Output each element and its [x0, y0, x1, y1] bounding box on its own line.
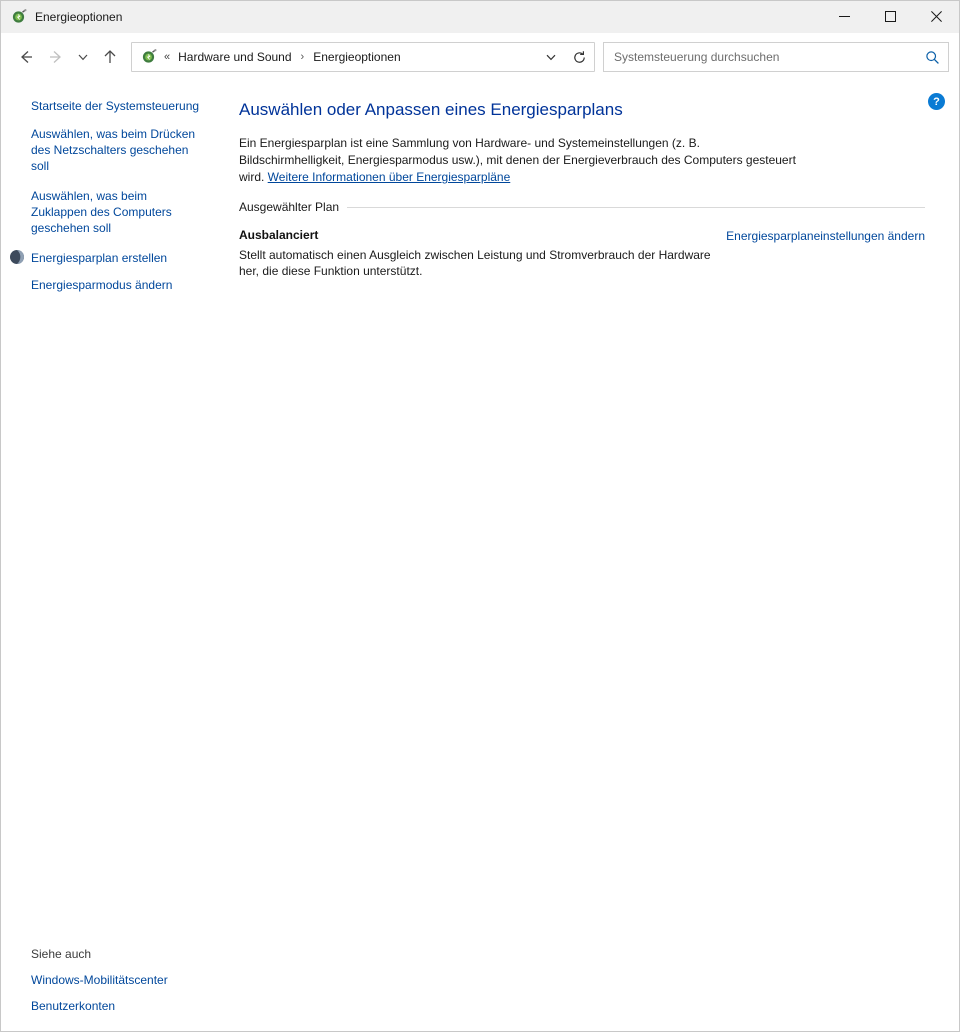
- sidebar-item-power-button-action[interactable]: Auswählen, was beim Drücken des Netzschalters geschehen soll: [31, 127, 196, 173]
- search-icon[interactable]: [916, 44, 948, 70]
- maximize-button[interactable]: [867, 1, 913, 32]
- more-info-link[interactable]: Weitere Informationen über Energiesparpläne: [267, 170, 511, 184]
- breadcrumb-overflow-icon[interactable]: «: [164, 51, 171, 63]
- main-pane: [213, 81, 959, 1031]
- plan-description: Stellt automatisch einen Ausgleich zwischen Leistung und Stromverbrauch der Hardware her, die diese Funktion unterstützt.: [239, 248, 711, 278]
- intro-paragraph: [239, 135, 805, 186]
- intro-text: Ein Energiesparplan ist eine Sammlung von Hardware- und Systemeinstellungen (z. B. Bildschirmhelligkeit, Energiesparmodus usw.), mit denen der Energieverbrauch des Computers gesteuert wird.: [239, 136, 796, 184]
- selected-plan-label: Ausgewählter Plan: [239, 200, 340, 214]
- page-title: Auswählen oder Anpassen eines Energiesparplans: [239, 100, 623, 119]
- selected-plan-section-header: [239, 200, 935, 214]
- up-button[interactable]: [95, 42, 125, 72]
- recent-locations-button[interactable]: [71, 42, 95, 72]
- title-bar: [1, 1, 959, 33]
- battery-icon: [9, 249, 25, 265]
- change-plan-settings-link[interactable]: Energiesparplaneinstellungen ändern: [726, 229, 925, 243]
- plan-info: [239, 228, 726, 279]
- search-input[interactable]: [604, 50, 916, 64]
- plan-name: Ausbalanciert: [239, 228, 319, 242]
- breadcrumb-item-energieoptionen[interactable]: Energieoptionen: [313, 50, 401, 64]
- help-button[interactable]: ?: [928, 93, 945, 110]
- back-button[interactable]: [11, 42, 41, 72]
- refresh-icon[interactable]: [564, 44, 594, 70]
- sidebar-item-change-sleep-settings[interactable]: Energiesparmodus ändern: [31, 278, 173, 292]
- see-also-list: [1, 967, 213, 1031]
- sidebar-item-control-panel-home[interactable]: Startseite der Systemsteuerung: [31, 99, 200, 113]
- caption-buttons: [821, 1, 959, 32]
- sidebar-item-windows-mobility-center[interactable]: Windows-Mobilitätscenter: [31, 973, 168, 987]
- address-bar[interactable]: [131, 42, 595, 72]
- forward-button[interactable]: [41, 42, 71, 72]
- search-box[interactable]: [603, 42, 949, 72]
- power-plug-icon: [11, 9, 27, 25]
- sidebar: [1, 81, 213, 1031]
- content-area: [1, 81, 959, 1031]
- see-also-label: Siehe auch: [31, 947, 92, 961]
- section-divider: [347, 207, 925, 208]
- plan-row-balanced: [239, 228, 935, 279]
- close-button[interactable]: [913, 1, 959, 32]
- breadcrumb-separator-icon[interactable]: ›: [300, 51, 305, 63]
- sidebar-item-create-power-plan[interactable]: Energiesparplan erstellen: [31, 251, 168, 265]
- breadcrumb-item-hardware-und-sound[interactable]: Hardware und Sound: [178, 50, 292, 64]
- window-title: Energieoptionen: [35, 9, 123, 24]
- sidebar-item-lid-close-action[interactable]: Auswählen, was beim Zuklappen des Computers geschehen soll: [31, 189, 172, 235]
- sidebar-spacer: [1, 301, 213, 947]
- address-power-plug-icon: [141, 49, 157, 65]
- sidebar-item-user-accounts[interactable]: Benutzerkonten: [31, 999, 116, 1013]
- navigation-bar: [1, 33, 959, 81]
- chevron-down-icon[interactable]: [538, 44, 564, 70]
- minimize-button[interactable]: [821, 1, 867, 32]
